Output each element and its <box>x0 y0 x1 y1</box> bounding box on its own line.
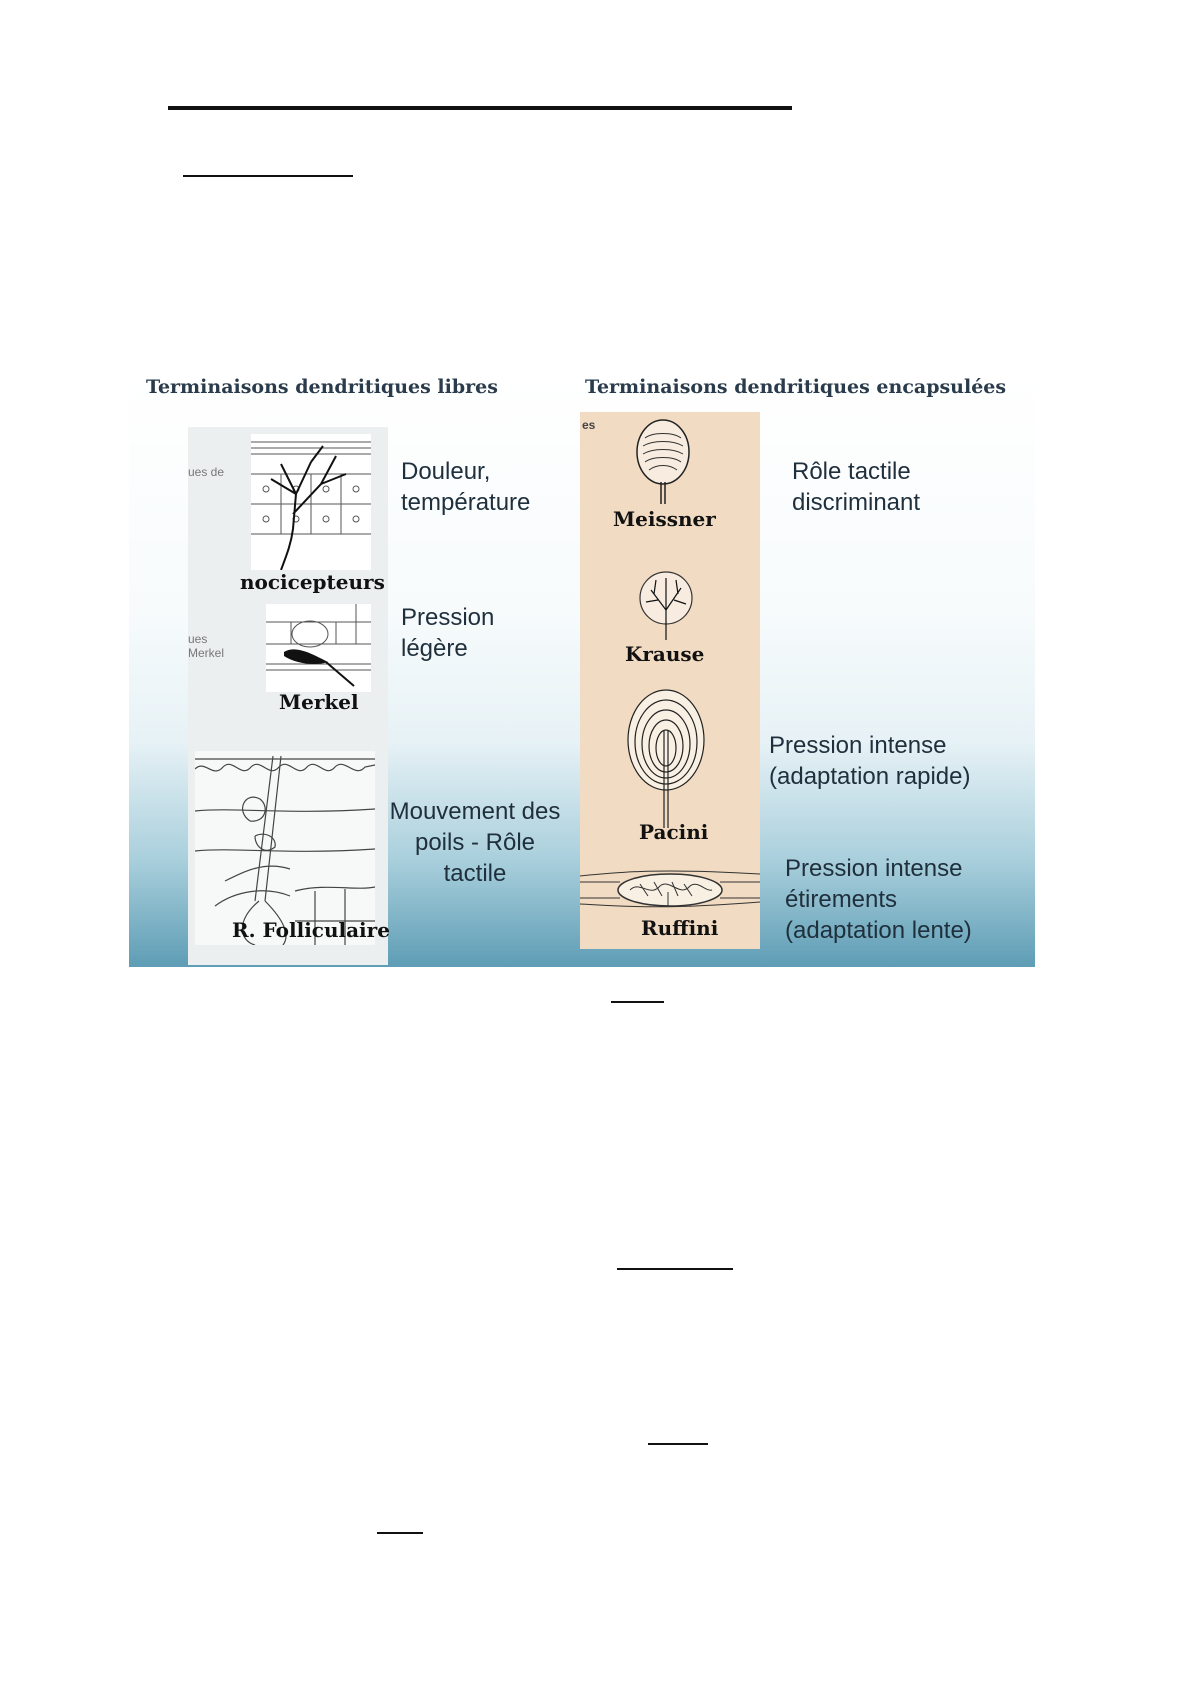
label-ruffini: Ruffini <box>641 916 719 940</box>
label-pacini: Pacini <box>639 820 709 844</box>
caption-merkel: Pression légère <box>401 604 495 662</box>
meissner-illustration <box>633 418 693 504</box>
side-fragment: ues de <box>188 465 225 479</box>
caption-meissner: Rôle tactile discriminant <box>792 458 921 516</box>
caption-underline <box>611 1001 664 1003</box>
nociceptor-illustration <box>251 434 371 570</box>
follicle-illustration <box>195 751 375 945</box>
caption-r-folliculaire: Mouvement des poils - Rôle tactile <box>389 798 561 887</box>
side-fragment: es <box>582 418 596 432</box>
right-header: Terminaisons dendritiques encapsulées <box>585 376 1007 398</box>
ruffini-illustration <box>580 862 760 914</box>
section-underline-3 <box>377 1532 423 1534</box>
label-merkel: Merkel <box>279 690 359 714</box>
section-underline-2 <box>648 1443 708 1445</box>
label-nocicepteurs: nocicepteurs <box>240 570 385 594</box>
label-krause: Krause <box>625 642 705 666</box>
caption-nocicepteurs: Douleur, température <box>401 458 531 516</box>
label-r-folliculaire: R. Folliculaire <box>232 918 390 942</box>
krause-illustration <box>636 570 696 640</box>
label-meissner: Meissner <box>613 507 716 531</box>
caption-ruffini: Pression intense étirements (adaptation lente) <box>785 855 972 944</box>
left-header: Terminaisons dendritiques libres <box>146 376 498 398</box>
section-underline-1 <box>617 1268 733 1270</box>
title-rule <box>168 106 792 110</box>
caption-pacini: Pression intense (adaptation rapide) <box>769 732 971 790</box>
merkel-illustration <box>266 604 371 692</box>
subtitle-underline <box>183 175 353 177</box>
pacini-illustration <box>625 688 707 828</box>
receptor-figure <box>129 374 1035 967</box>
side-fragment: ues Merkel <box>188 632 225 660</box>
